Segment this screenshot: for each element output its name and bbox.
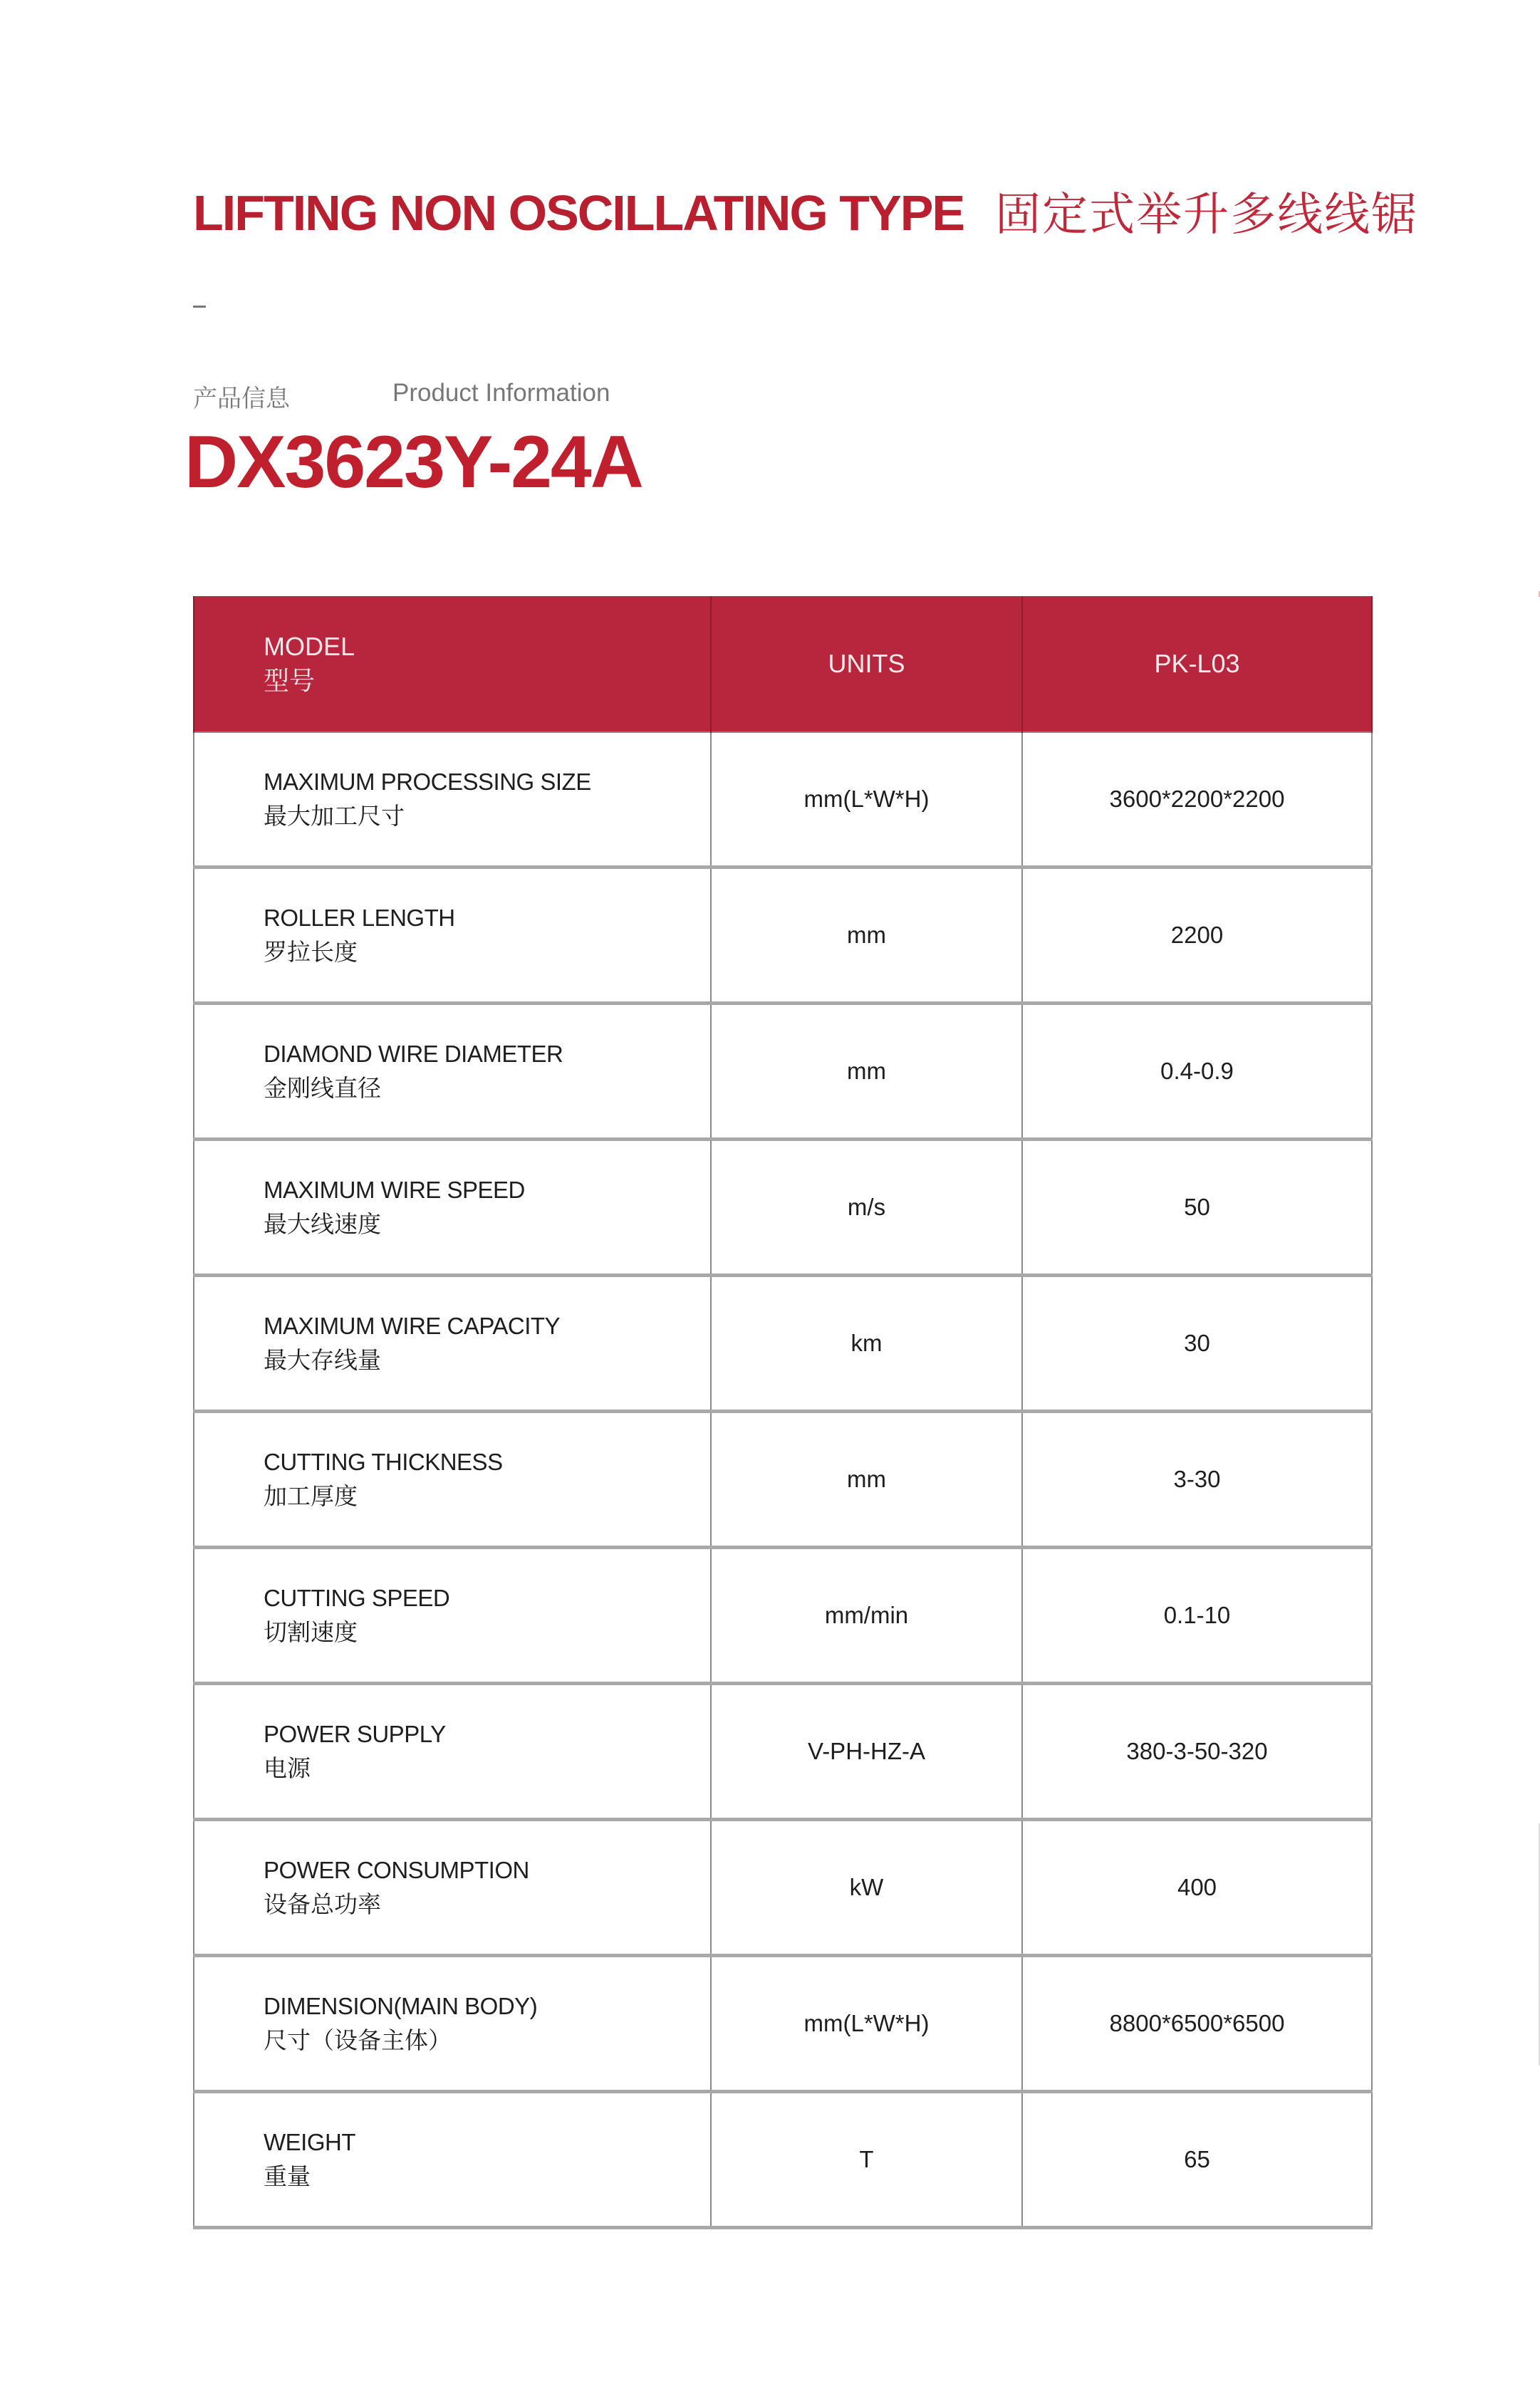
row-label-cn: 电源 bbox=[264, 1755, 311, 1781]
row-label-en: DIAMOND WIRE DIAMETER bbox=[264, 1041, 563, 1067]
table-row bbox=[194, 1412, 1372, 1548]
row-label-en: POWER CONSUMPTION bbox=[264, 1857, 529, 1883]
row-label-en: ROLLER LENGTH bbox=[264, 905, 455, 931]
row-value-text: 65 bbox=[1184, 2146, 1210, 2172]
row-unit-text: T bbox=[859, 2146, 874, 2172]
row-value-text: 8800*6500*6500 bbox=[1109, 2010, 1285, 2036]
row-unit bbox=[711, 732, 1022, 868]
row-value-text: 2200 bbox=[1170, 922, 1224, 948]
row-label bbox=[194, 1548, 711, 1684]
row-label-en: CUTTING THICKNESS bbox=[264, 1449, 503, 1475]
row-label bbox=[194, 2092, 711, 2228]
row-value-text: 0.1-10 bbox=[1163, 1602, 1231, 1628]
row-value-text: 3600*2200*2200 bbox=[1109, 786, 1285, 812]
row-label bbox=[194, 1140, 711, 1276]
table-row bbox=[194, 732, 1372, 868]
header-model-en: MODEL bbox=[264, 632, 355, 661]
row-label-cn: 设备总功率 bbox=[264, 1891, 381, 1917]
product-info-label-cn: 产品信息 bbox=[193, 385, 290, 412]
row-label bbox=[194, 732, 711, 868]
table-row bbox=[194, 2092, 1372, 2228]
page-heading bbox=[193, 178, 1418, 244]
row-unit bbox=[711, 1548, 1022, 1684]
row-label-en: CUTTING SPEED bbox=[264, 1585, 450, 1611]
row-unit-text: m/s bbox=[847, 1194, 886, 1220]
table-row bbox=[194, 1548, 1372, 1684]
row-label bbox=[194, 1820, 711, 1956]
row-value bbox=[1022, 2092, 1372, 2228]
row-label-en: MAXIMUM WIRE SPEED bbox=[264, 1177, 525, 1203]
row-value bbox=[1022, 1684, 1372, 1820]
row-unit bbox=[711, 1412, 1022, 1548]
row-label-cn: 金刚线直径 bbox=[264, 1075, 381, 1101]
row-label-en: MAXIMUM WIRE CAPACITY bbox=[264, 1313, 561, 1339]
row-value bbox=[1022, 1004, 1372, 1140]
row-label-en: MAXIMUM PROCESSING SIZE bbox=[264, 769, 591, 795]
row-label-en: POWER SUPPLY bbox=[264, 1721, 446, 1747]
row-value bbox=[1022, 732, 1372, 868]
product-info-label bbox=[193, 379, 610, 414]
row-value bbox=[1022, 1548, 1372, 1684]
row-value bbox=[1022, 1412, 1372, 1548]
row-label bbox=[194, 1004, 711, 1140]
spec-table bbox=[193, 596, 1373, 2229]
row-value bbox=[1022, 1276, 1372, 1412]
row-unit-text: mm(L*W*H) bbox=[803, 786, 930, 812]
row-label-cn: 最大存线量 bbox=[264, 1347, 381, 1373]
row-value bbox=[1022, 868, 1372, 1004]
table-header-row bbox=[194, 596, 1372, 732]
table-row bbox=[194, 868, 1372, 1004]
header-model bbox=[194, 596, 711, 732]
row-unit-text: mm(L*W*H) bbox=[803, 2010, 930, 2036]
row-value bbox=[1022, 1140, 1372, 1276]
row-unit bbox=[711, 1140, 1022, 1276]
row-unit bbox=[711, 1684, 1022, 1820]
table-row bbox=[194, 1956, 1372, 2092]
row-unit bbox=[711, 868, 1022, 1004]
table-row bbox=[194, 1004, 1372, 1140]
divider-dash bbox=[193, 306, 206, 308]
row-label bbox=[194, 1956, 711, 2092]
row-value-text: 30 bbox=[1184, 1330, 1210, 1356]
row-unit bbox=[711, 1276, 1022, 1412]
row-label bbox=[194, 1412, 711, 1548]
row-unit-text: mm bbox=[847, 1058, 886, 1084]
table-row bbox=[194, 1684, 1372, 1820]
row-label-cn: 重量 bbox=[264, 2163, 311, 2189]
row-value bbox=[1022, 1820, 1372, 1956]
row-unit-text: kW bbox=[849, 1874, 884, 1900]
row-label-cn: 切割速度 bbox=[264, 1619, 358, 1645]
row-unit-text: mm bbox=[847, 1466, 886, 1492]
row-unit-text: mm bbox=[847, 922, 886, 948]
row-label-cn: 加工厚度 bbox=[264, 1483, 358, 1509]
row-value-text: 0.4-0.9 bbox=[1160, 1058, 1234, 1084]
row-value-text: 50 bbox=[1184, 1194, 1210, 1220]
row-label-en: DIMENSION(MAIN BODY) bbox=[264, 1993, 538, 2019]
title-chinese: 固定式举升多线线锯 bbox=[995, 189, 1419, 240]
header-value: PK-L03 bbox=[1022, 596, 1372, 732]
table-row bbox=[194, 1276, 1372, 1412]
row-label bbox=[194, 868, 711, 1004]
row-label bbox=[194, 1684, 711, 1820]
row-value-text: 400 bbox=[1177, 1874, 1217, 1900]
header-model-cn: 型号 bbox=[264, 666, 316, 695]
model-name: DX3623Y-24A bbox=[184, 421, 642, 504]
row-unit bbox=[711, 1004, 1022, 1140]
row-unit bbox=[711, 1820, 1022, 1956]
row-value-text: 3-30 bbox=[1173, 1466, 1221, 1492]
row-label-cn: 最大线速度 bbox=[264, 1211, 381, 1237]
row-label-cn: 最大加工尺寸 bbox=[264, 803, 405, 829]
title-english: LIFTING NON OSCILLATING TYPE bbox=[193, 185, 964, 241]
row-unit-text: V-PH-HZ-A bbox=[808, 1738, 925, 1764]
table-row bbox=[194, 1820, 1372, 1956]
product-info-label-en: Product Information bbox=[392, 379, 610, 407]
row-unit-text: mm/min bbox=[824, 1602, 909, 1628]
row-unit-text: km bbox=[850, 1330, 883, 1356]
row-value bbox=[1022, 1956, 1372, 2092]
row-unit bbox=[711, 1956, 1022, 2092]
row-value-text: 380-3-50-320 bbox=[1126, 1738, 1268, 1764]
header-units: UNITS bbox=[711, 596, 1022, 732]
table-row bbox=[194, 1140, 1372, 1276]
row-label-cn: 尺寸（设备主体） bbox=[264, 2027, 452, 2053]
row-unit bbox=[711, 2092, 1022, 2228]
row-label-cn: 罗拉长度 bbox=[264, 939, 358, 965]
row-label bbox=[194, 1276, 711, 1412]
row-label-en: WEIGHT bbox=[264, 2129, 355, 2155]
